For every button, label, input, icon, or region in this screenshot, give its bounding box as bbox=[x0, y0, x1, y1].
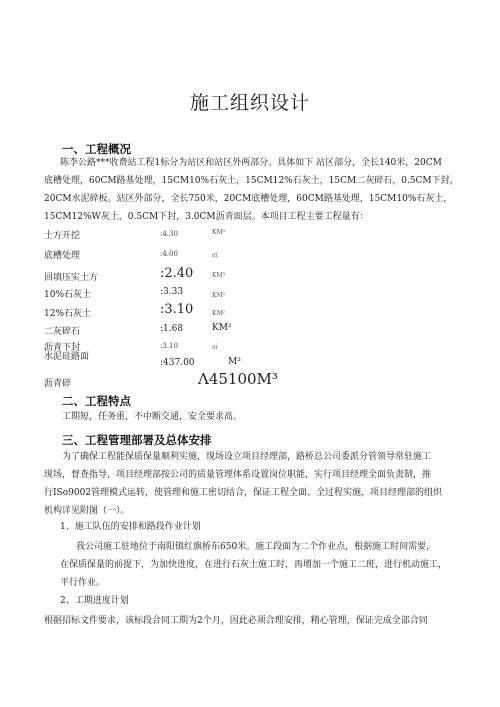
quantity-row bbox=[44, 304, 304, 322]
quantity-unit: KM² bbox=[212, 292, 226, 299]
quantity-value: :3.10 bbox=[160, 342, 178, 350]
quantity-name: 土方开挖 bbox=[44, 231, 81, 241]
document-title: 施工组织设计 bbox=[189, 92, 310, 114]
quantity-name: 水泥硅路面 bbox=[44, 352, 90, 362]
section-1-intro-line-2: 底槽处理，60CM路基处理，15CM10%石灰土，15CM12%石灰土，15CM二灰碎石，0.5CM下封， bbox=[44, 176, 459, 186]
quantity-unit: ㎡ bbox=[212, 252, 219, 259]
quantity-unit: KM³ bbox=[212, 272, 226, 279]
subsection-1-line-3: 平行作业。 bbox=[60, 578, 106, 588]
section-2-heading: 二、工程特点 bbox=[62, 394, 131, 408]
subsection-2-heading: 2、工期进度计划 bbox=[60, 596, 129, 606]
section-1-intro-line-1: 陈李公路***收费站工程1标分为站区和站区外两部分。具体如下 站区部分，全长140米，20CM bbox=[60, 158, 442, 168]
quantity-name: 回填压实土方 bbox=[44, 273, 99, 283]
quantity-value: :3.10 bbox=[160, 302, 194, 317]
subsection-1-heading: 1、施工队伍的安排和路段作业计划 bbox=[60, 522, 201, 532]
section-3-intro-line-3: 行ISo9002管理模式运转，使管理和施工密切结合，保证工程全面、全过程实施，项目经理部的组织 bbox=[44, 488, 443, 498]
quantity-value: :1.68 bbox=[160, 324, 184, 334]
quantity-name: 二灰碎石 bbox=[44, 327, 81, 337]
section-3-intro-line-1: 为了确保工程能保质保量顺利实施，现场设立项目经理部，路桥总公司委派分管领导常驻施工 bbox=[62, 452, 432, 462]
quantity-unit: M³ bbox=[228, 357, 241, 367]
quantity-value: Λ45100M³ bbox=[198, 370, 278, 388]
quantity-row bbox=[44, 267, 304, 285]
quantity-value: :4.30 bbox=[160, 230, 178, 238]
quantity-unit: KM² bbox=[212, 310, 226, 317]
quantity-unit: ㎡ bbox=[212, 344, 219, 351]
section-3-heading: 三、工程管理部署及总体安排 bbox=[62, 433, 212, 447]
section-1-heading: 一、工程概况 bbox=[62, 142, 131, 156]
quantity-row bbox=[44, 349, 304, 367]
quantity-row bbox=[44, 228, 304, 246]
quantity-unit: KM³ bbox=[212, 229, 226, 236]
quantity-value: :3.33 bbox=[160, 287, 184, 297]
section-3-intro-line-2: 现场，督查指导，项目经理部按公司的质量管理体系设置岗位职能，实行项目经理全面负责制，推 bbox=[44, 470, 432, 480]
quantity-name: 12%石灰土 bbox=[44, 309, 92, 319]
section-1-intro-line-3: 20CM水泥碎板。站区外部分，全长750米，20CM底槽处理，60CM路基处理，15CM10%石灰土， bbox=[44, 194, 453, 204]
quantity-value: :2.40 bbox=[160, 266, 194, 281]
quantity-value: :4.00 bbox=[160, 250, 178, 258]
subsection-1-line-1: 我公司施工驻地位于南阳镇红旗桥东650米。施工段面为二个作业点，根据施工时间需要， bbox=[76, 542, 436, 552]
subsection-1-line-2: 在保质保量的前提下，为加快进度，在进行石灰土施工时，再增加一个施工二班，进行机动施工， bbox=[60, 560, 448, 570]
section-1-intro-line-4: 15CM12%W灰土，0.5CM下封，3.0CM沥青面层。本项目工程主要工程量有： bbox=[44, 212, 369, 222]
quantity-name: 沥青碎 bbox=[44, 379, 72, 389]
subsection-2-line-1: 根据招标文件要求，该标段合同工期为2个月，因此必须合理安排，精心管理，保证完成全部合同 bbox=[44, 616, 428, 626]
section-3-intro-line-4: 机构详见附图（一）。 bbox=[44, 506, 130, 516]
quantity-unit: KM² bbox=[212, 323, 232, 333]
quantity-name: 10%石灰土 bbox=[44, 290, 92, 300]
quantity-row bbox=[44, 248, 304, 266]
quantity-value: :437.00 bbox=[160, 358, 195, 368]
quantity-name: 底槽处理 bbox=[44, 251, 81, 261]
quantity-name: 沥青下封 bbox=[44, 343, 81, 353]
section-2-text: 工期短，任务重，不中断交通，安全要求高。 bbox=[62, 412, 243, 422]
quantity-row bbox=[44, 372, 304, 390]
